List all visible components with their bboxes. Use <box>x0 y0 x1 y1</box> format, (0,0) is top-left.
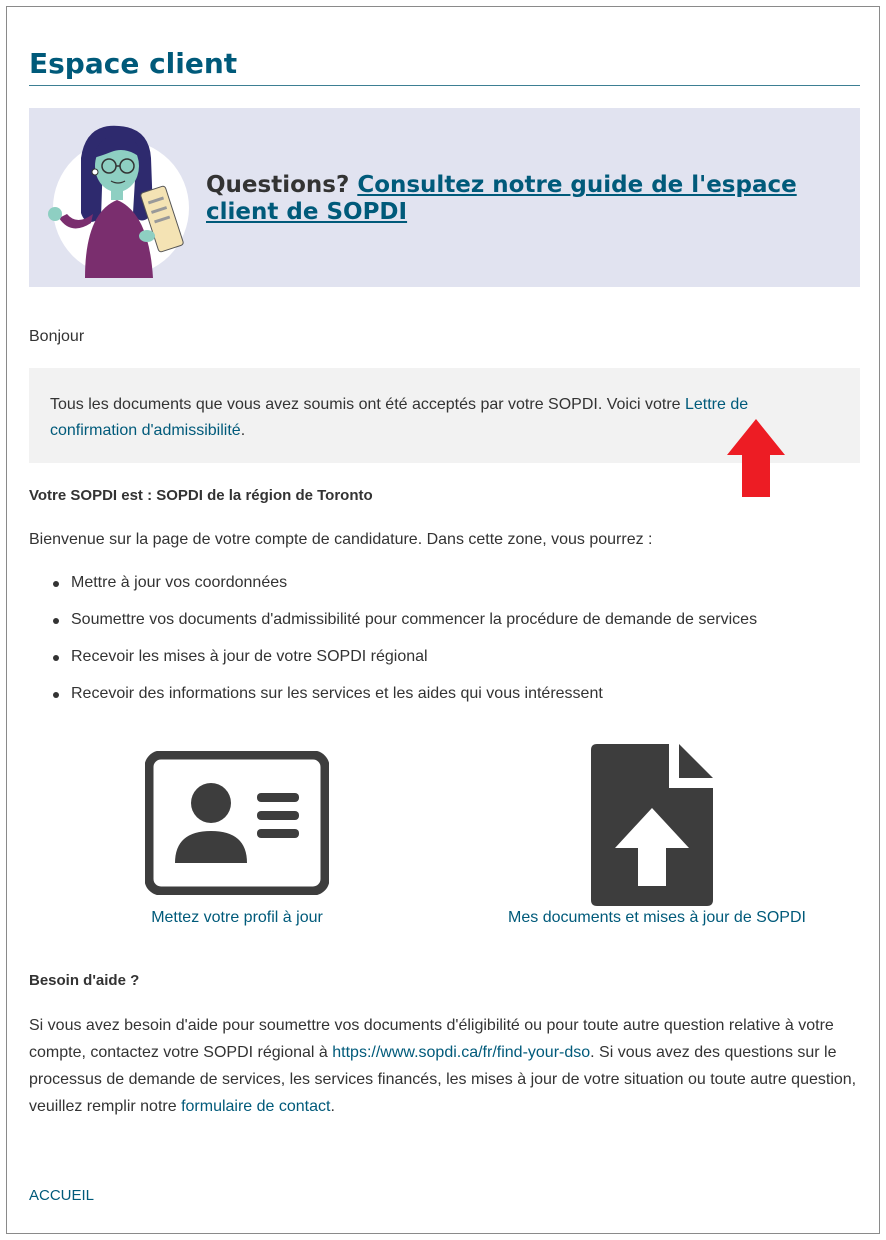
update-profile-label: Mettez votre profil à jour <box>151 909 323 926</box>
help-text-part2: . Si vous avez des questions sur le processus de demande de services, les services financés, les mises à jour de votre situation ou toute autre question, veuillez remplir notre <box>29 1044 857 1115</box>
welcome-text: Bienvenue sur la page de votre compte de candidature. Dans cette zone, vous pourrez : <box>29 531 653 548</box>
red-arrow-icon <box>725 417 787 499</box>
list-item: Recevoir des informations sur les services et les aides qui vous intéressent <box>51 685 757 722</box>
banner-text <box>206 172 856 226</box>
support-agent-illustration <box>41 118 191 278</box>
help-title: Besoin d'aide ? <box>29 972 140 989</box>
list-item: Soumettre vos documents d'admissibilité pour commencer la procédure de demande de services <box>51 611 757 648</box>
find-your-dso-link[interactable]: https://www.sopdi.ca/fr/find-your-dso <box>332 1044 591 1061</box>
notice-text <box>50 392 830 444</box>
list-item: Recevoir les mises à jour de votre SOPDI régional <box>51 648 757 685</box>
help-banner <box>29 108 860 287</box>
update-profile-tile[interactable] <box>127 745 347 935</box>
notice-message: Tous les documents que vous avez soumis ont été acceptés par votre SOPDI. Voici votre <box>50 396 685 413</box>
help-text-part3: . <box>330 1098 335 1115</box>
assigned-region: Votre SOPDI est : SOPDI de la région de Toronto <box>29 487 373 504</box>
page-title: Espace client <box>29 47 238 80</box>
documents-tile[interactable] <box>487 740 827 935</box>
banner-prefix: Questions? <box>206 172 358 198</box>
id-card-icon <box>145 751 329 895</box>
notice-suffix: . <box>240 422 246 439</box>
title-divider <box>29 85 860 86</box>
home-link[interactable]: ACCUEIL <box>29 1187 95 1204</box>
eligibility-letter-link[interactable]: Lettre de confirmation d'admissibilité <box>50 396 749 439</box>
help-text <box>29 1012 857 1120</box>
documents-label: Mes documents et mises à jour de SOPDI <box>508 909 806 926</box>
contact-form-link[interactable]: formulaire de contact <box>181 1098 331 1115</box>
file-upload-icon <box>591 744 713 906</box>
greeting: Bonjour <box>29 328 85 345</box>
client-guide-link[interactable]: Consultez notre guide de l'espace client de SOPDI <box>206 172 797 225</box>
feature-list <box>51 574 757 722</box>
help-text-part1: Si vous avez besoin d'aide pour soumettre vos documents d'éligibilité ou pour toute autre question relative à votre compte, contactez votre SOPDI régional à <box>29 1017 834 1061</box>
list-item: Mettre à jour vos coordonnées <box>51 574 757 611</box>
page-frame <box>6 6 880 1234</box>
